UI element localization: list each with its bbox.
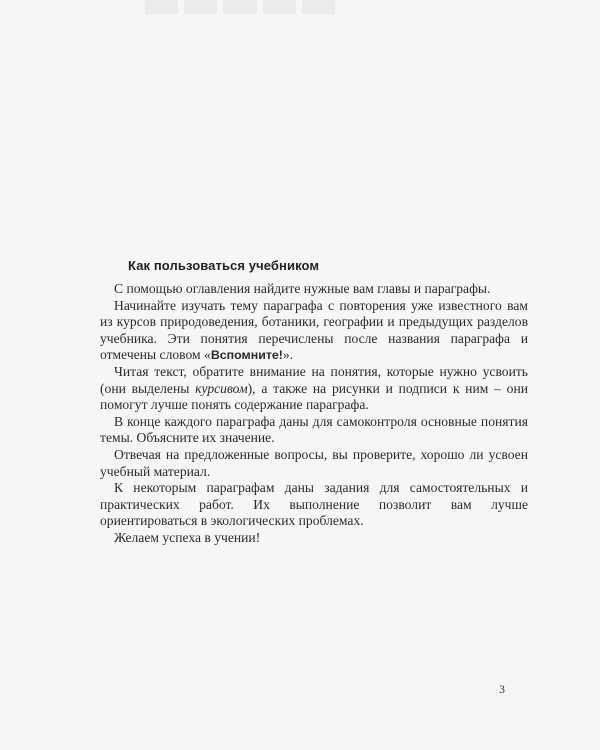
page-content bbox=[100, 258, 528, 547]
paragraph-reading-start: Читая текст, обратите внимание на понятия, которые нужно усвоить (они выделены bbox=[100, 363, 528, 396]
page-number: 3 bbox=[499, 682, 505, 696]
section-heading: Как пользоваться учебником bbox=[128, 258, 320, 273]
italic-keyword: курсивом bbox=[195, 380, 248, 396]
remember-keyword: Вспомните! bbox=[210, 348, 283, 363]
artifact-block bbox=[184, 0, 217, 14]
paragraph-wish: Желаем успеха в учении! bbox=[114, 529, 261, 545]
paragraph-toc: С помощью оглавления найдите нужные вам главы и параграфы. bbox=[114, 281, 491, 296]
artifact-block bbox=[302, 0, 335, 14]
paragraph-questions: Отвечая на предложенные вопросы, вы проверите, хорошо ли усвоен учебный материал. bbox=[100, 446, 528, 479]
artifact-block bbox=[263, 0, 296, 14]
paragraph-review bbox=[100, 298, 528, 364]
paragraph-review-text: Начинайте изучать тему параграфа с повторения уже известного вам из курсов природоведения, ботаники, географии и предыдущих разделов учебника. Эти понятия перечислены после названия параграфа и отмечены словом bbox=[100, 297, 528, 363]
quote-close: ». bbox=[282, 347, 294, 363]
artifact-block bbox=[223, 0, 256, 14]
paragraph-tasks: К некоторым параграфам даны задания для самостоятельных и практических работ. Их выполнение позволит вам лучше ориентироваться в экологических проблемах. bbox=[100, 480, 528, 529]
paragraph-reading-end: ), а также на рисунки и подписи к ним – они помогут лучше понять содержание параграфа. bbox=[100, 380, 528, 413]
paragraph-self-check: В конце каждого параграфа даны для самоконтроля основные понятия темы. Объясните их значение. bbox=[100, 413, 528, 446]
artifact-block bbox=[145, 0, 178, 14]
paragraph-reading bbox=[100, 364, 528, 414]
top-edge-artifact bbox=[145, 0, 335, 14]
quote-open: « bbox=[204, 347, 211, 363]
